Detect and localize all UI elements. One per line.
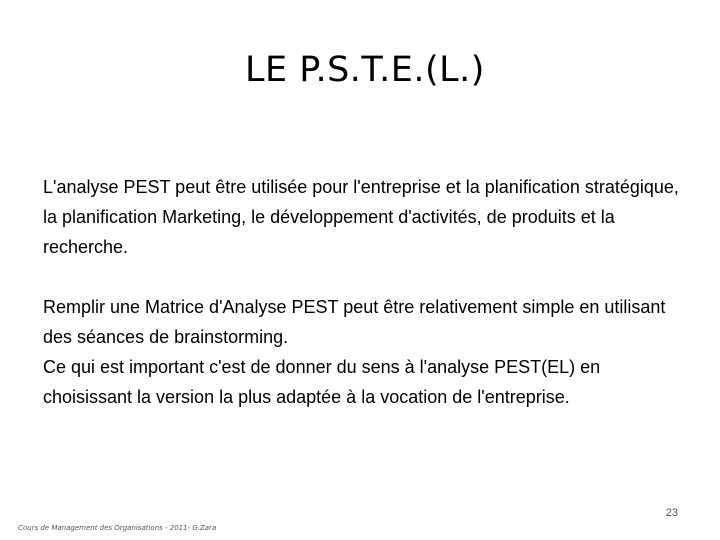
- paragraph-pest-matrix: Remplir une Matrice d'Analyse PEST peut être relativement simple en utilisant des séances de brainstorming.: [43, 297, 666, 347]
- slide-body: [43, 172, 693, 412]
- slide-title: LE P.S.T.E.(L.): [245, 50, 485, 90]
- page-number: 23: [665, 507, 678, 519]
- paragraph-pest-meaning: Ce qui est important c'est de donner du sens à l'analyse PEST(EL) en choisissant la version la plus adaptée à la vocation de l'entreprise.: [43, 357, 601, 407]
- paragraph-pest-usage: L'analyse PEST peut être utilisée pour l'entreprise et la planification stratégique, la planification Marketing, le développement d'activités, de produits et la recherche.: [43, 177, 679, 257]
- footer-course-credit: Cours de Management des Organisations - 2011- G.Zara: [18, 524, 217, 532]
